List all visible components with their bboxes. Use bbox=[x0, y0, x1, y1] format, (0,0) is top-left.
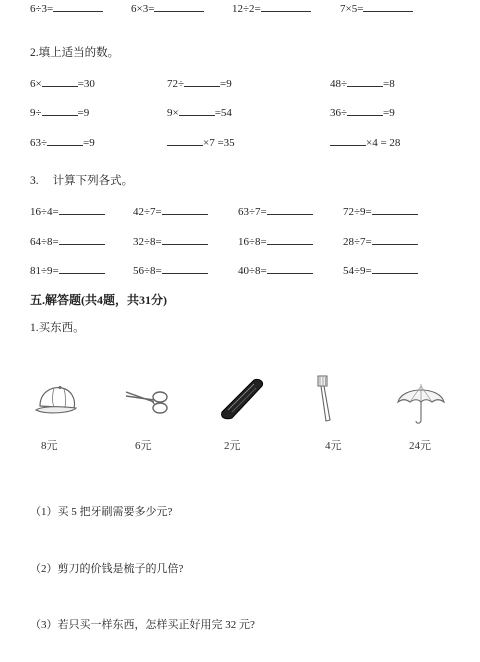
price-scissors: 6元 bbox=[135, 440, 152, 452]
answer-blank[interactable] bbox=[59, 233, 105, 245]
cap-icon bbox=[32, 380, 82, 420]
answer-blank[interactable] bbox=[347, 104, 383, 116]
answer-blank[interactable] bbox=[59, 203, 105, 215]
calc-item: 16÷8= bbox=[238, 233, 313, 248]
fill-item: 48÷ =8 bbox=[330, 75, 395, 90]
calc-item: 72÷9= bbox=[343, 203, 418, 218]
answer-blank[interactable] bbox=[267, 233, 313, 245]
item-comb bbox=[214, 374, 268, 420]
answer-blank[interactable] bbox=[162, 203, 208, 215]
fill-item: 36÷ =9 bbox=[330, 104, 395, 119]
calc-item: 42÷7= bbox=[133, 203, 208, 218]
item-scissors bbox=[122, 382, 172, 418]
item-toothbrush bbox=[310, 374, 340, 424]
price-cap: 8元 bbox=[41, 440, 58, 452]
answer-blank[interactable] bbox=[59, 262, 105, 274]
answer-blank[interactable] bbox=[154, 0, 204, 12]
calc-item: 28÷7= bbox=[343, 233, 418, 248]
answer-blank[interactable] bbox=[184, 75, 220, 87]
answer-blank[interactable] bbox=[372, 233, 418, 245]
answer-blank[interactable] bbox=[47, 134, 83, 146]
answer-blank[interactable] bbox=[42, 75, 78, 87]
top-expr-2: 6×3= bbox=[131, 0, 204, 15]
answer-blank[interactable] bbox=[347, 75, 383, 87]
price-comb: 2元 bbox=[224, 440, 241, 452]
calc-item: 81÷9= bbox=[30, 262, 105, 277]
section3-title: 3. 计算下列各式。 bbox=[30, 175, 134, 187]
fill-item: 9× =54 bbox=[167, 104, 232, 119]
subquestion-3: （3）若只买一样东西，怎样买正好用完 32 元? bbox=[30, 619, 255, 631]
calc-item: 64÷8= bbox=[30, 233, 105, 248]
fill-item: 72÷ =9 bbox=[167, 75, 232, 90]
subquestion-2: （2）剪刀的价钱是梳子的几倍? bbox=[30, 563, 184, 575]
top-expr-1: 6÷3= bbox=[30, 0, 103, 15]
calc-item: 54÷9= bbox=[343, 262, 418, 277]
top-expr-4: 7×5= bbox=[340, 0, 413, 15]
answer-blank[interactable] bbox=[372, 203, 418, 215]
calc-item: 40÷8= bbox=[238, 262, 313, 277]
fill-item: ×4 = 28 bbox=[330, 134, 400, 149]
fill-item: 6× =30 bbox=[30, 75, 95, 90]
toothbrush-icon bbox=[310, 374, 340, 424]
answer-blank[interactable] bbox=[267, 203, 313, 215]
answer-blank[interactable] bbox=[372, 262, 418, 274]
price-umbrella: 24元 bbox=[409, 440, 431, 452]
top-expr-3: 12÷2= bbox=[232, 0, 311, 15]
answer-blank[interactable] bbox=[162, 262, 208, 274]
answer-blank[interactable] bbox=[179, 104, 215, 116]
calc-item: 63÷7= bbox=[238, 203, 313, 218]
fill-item: 63÷ =9 bbox=[30, 134, 95, 149]
comb-icon bbox=[214, 374, 268, 420]
fill-item: 9÷ =9 bbox=[30, 104, 89, 119]
question1-title: 1.买东西。 bbox=[30, 322, 85, 334]
price-toothbrush: 4元 bbox=[325, 440, 342, 452]
answer-blank[interactable] bbox=[162, 233, 208, 245]
calc-item: 16÷4= bbox=[30, 203, 105, 218]
section5-title: 五.解答题(共4题，共31分) bbox=[30, 293, 167, 307]
item-cap bbox=[32, 380, 82, 420]
answer-blank[interactable] bbox=[167, 134, 203, 146]
calc-item: 32÷8= bbox=[133, 233, 208, 248]
answer-blank[interactable] bbox=[53, 0, 103, 12]
subquestion-1: （1）买 5 把牙刷需要多少元? bbox=[30, 506, 173, 518]
answer-blank[interactable] bbox=[330, 134, 366, 146]
fill-item: ×7 =35 bbox=[167, 134, 235, 149]
scissors-icon bbox=[122, 382, 172, 418]
answer-blank[interactable] bbox=[267, 262, 313, 274]
answer-blank[interactable] bbox=[42, 104, 78, 116]
section2-title: 2.填上适当的数。 bbox=[30, 47, 120, 59]
answer-blank[interactable] bbox=[261, 0, 311, 12]
answer-blank[interactable] bbox=[363, 0, 413, 12]
umbrella-icon bbox=[396, 378, 446, 428]
item-umbrella bbox=[396, 378, 446, 428]
calc-item: 56÷8= bbox=[133, 262, 208, 277]
